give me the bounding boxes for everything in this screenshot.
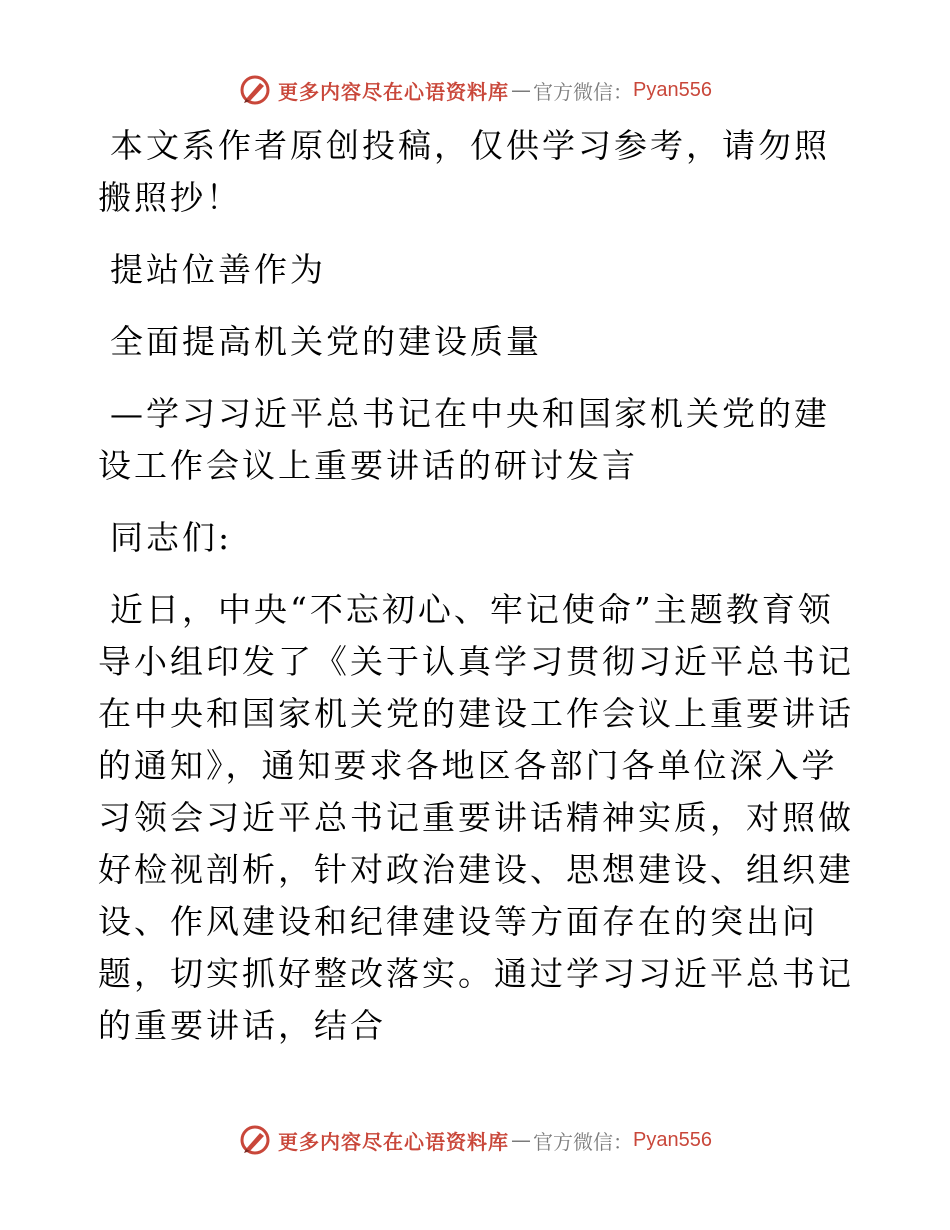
salutation: 同志们: xyxy=(110,518,233,557)
document-body xyxy=(98,120,858,1072)
footer-brand: 更多内容尽在心语资料库 xyxy=(278,1129,510,1154)
footer-dash: — xyxy=(511,1128,532,1152)
footer-label: 官方微信： xyxy=(533,1129,634,1154)
footer-banner xyxy=(0,1120,950,1160)
header-label: 官方微信： xyxy=(533,79,634,104)
header-brand: 更多内容尽在心语资料库 xyxy=(278,79,510,104)
document-title-line-1: 提站位善作为 xyxy=(110,250,326,289)
pen-circle-logo-icon xyxy=(238,1123,272,1157)
document-subtitle: —学习习近平总书记在中央和国家机关党的建设工作会议上重要讲话的研讨发言 xyxy=(98,394,830,485)
header-wechat-id: Pyan556 xyxy=(633,78,712,101)
header-dash: — xyxy=(511,78,532,102)
pen-circle-logo-icon xyxy=(238,73,272,107)
document-title-line-2: 全面提高机关党的建设质量 xyxy=(110,322,542,361)
body-paragraph-1: 近日，中央“不忘初心、牢记使命”主题教育领导小组印发了《关于认真学习贯彻习近平总书记在中央和国家机关党的建设工作会议上重要讲话的通知》，通知要求各地区各部门各单位深入学习领会习近平总书记重要讲话精神实质，对照做好检视剖析，针对政治建设、思想建设、组织建设、作风建设和纪律建设等方面存在的突出问题，切实抓好整改落实。通过学习习近平总书记的重要讲话，结合 xyxy=(98,590,854,1045)
copyright-notice: 本文系作者原创投稿，仅供学习参考，请勿照搬照抄！ xyxy=(98,126,830,217)
footer-wechat-id: Pyan556 xyxy=(633,1128,712,1151)
header-banner xyxy=(0,70,950,110)
